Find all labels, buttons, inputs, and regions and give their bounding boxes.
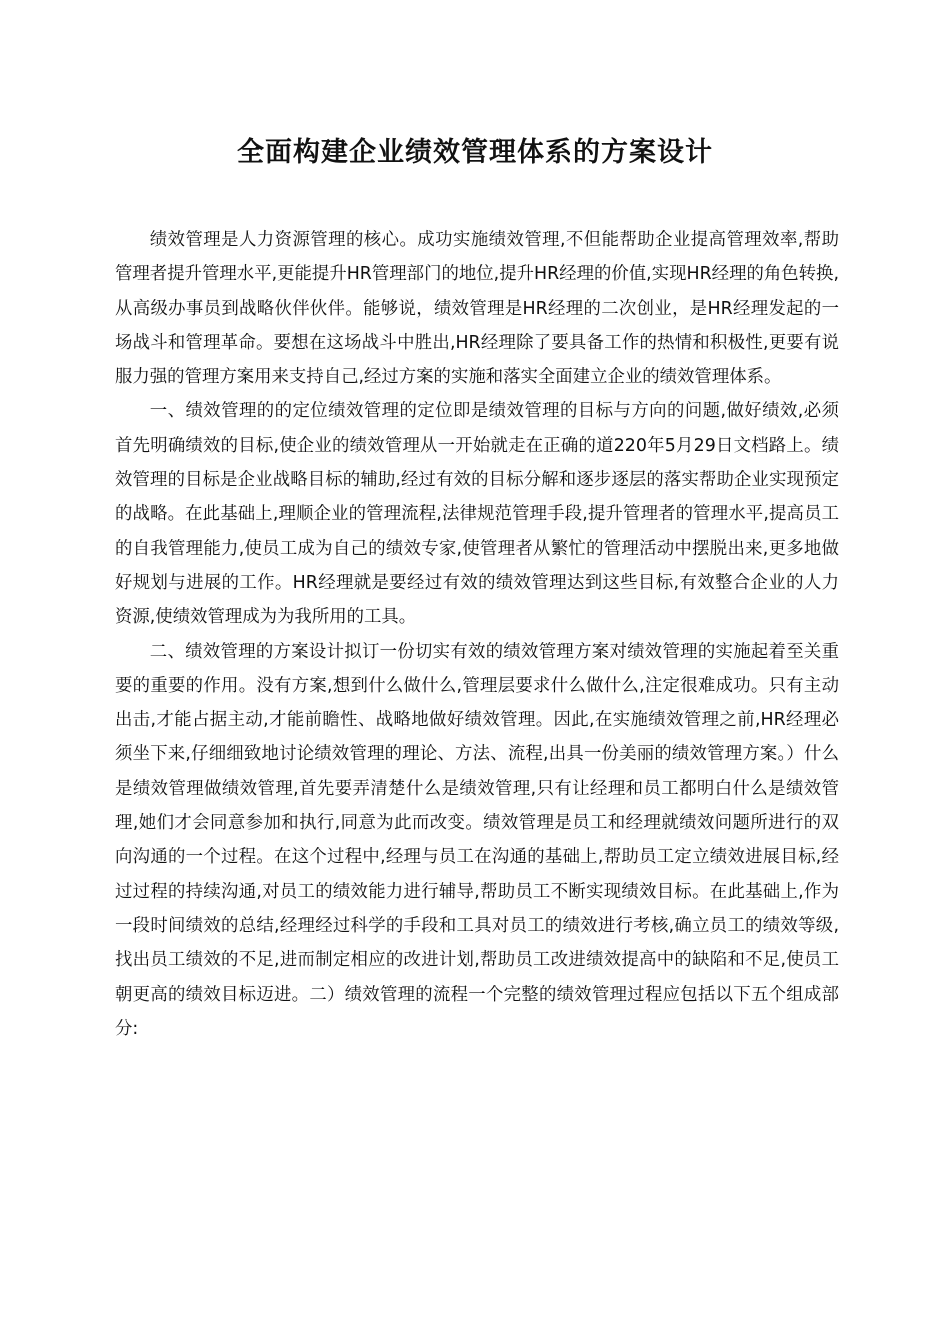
page-title: 全面构建企业绩效管理体系的方案设计 (237, 137, 713, 168)
document-body (115, 223, 839, 1046)
paragraph-section-two: 二、绩效管理的方案设计拟订一份切实有效的绩效管理方案对绩效管理的实施起着至关重要的重要的作用。没有方案,想到什么做什么,管理层要求什么做什么,注定很难成功。只有主动出击,才能占据主动,才能前瞻性、战略地做好绩效管理。因此,在实施绩效管理之前,HR经理必须坐下来,仔细细致地讨论绩效管理的理论、方法、流程,出具一份美丽的绩效管理方案。）什么是绩效管理做绩效管理,首先要弄清楚什么是绩效管理,只有让经理和员工都明白什么是绩效管理,她们才会同意参加和执行,同意为此而改变。绩效管理是员工和经理就绩效问题所进行的双向沟通的一个过程。在这个过程中,经理与员工在沟通的基础上,帮助员工定立绩效进展目标,经过过程的持续沟通,对员工的绩效能力进行辅导,帮助员工不断实现绩效目标。在此基础上,作为一段时间绩效的总结,经理经过科学的手段和工具对员工的绩效进行考核,确立员工的绩效等级,找出员工绩效的不足,进而制定相应的改进计划,帮助员工改进绩效提高中的缺陷和不足,使员工朝更高的绩效目标迈进。二）绩效管理的流程一个完整的绩效管理过程应包括以下五个组成部分: (115, 641, 839, 1039)
paragraph-section-one: 一、绩效管理的的定位绩效管理的定位即是绩效管理的目标与方向的问题,做好绩效,必须首先明确绩效的目标,使企业的绩效管理从一开始就走在正确的道220年5月29日文档路上。绩效管理的目标是企业战略目标的辅助,经过有效的目标分解和逐步逐层的落实帮助企业实现预定的战略。在此基础上,理顺企业的管理流程,法律规范管理手段,提升管理者的管理水平,提高员工的自我管理能力,使员工成为自己的绩效专家,使管理者从繁忙的管理活动中摆脱出来,更多地做好规划与进展的工作。HR经理就是要经过有效的绩效管理达到这些目标,有效整合企业的人力资源,使绩效管理成为为我所用的工具。 (115, 401, 839, 628)
paragraph-intro: 绩效管理是人力资源管理的核心。成功实施绩效管理,不但能帮助企业提高管理效率,帮助管理者提升管理水平,更能提升HR管理部门的地位,提升HR经理的价值,实现HR经理的角色转换,从高级办事员到战略伙伴伙伴。能够说，绩效管理是HR经理的二次创业，是HR经理发起的一场战斗和管理革命。要想在这场战斗中胜出,HR经理除了要具备工作的热情和积极性,更要有说服力强的管理方案用来支持自己,经过方案的实施和落实全面建立企业的绩效管理体系。 (115, 230, 839, 388)
